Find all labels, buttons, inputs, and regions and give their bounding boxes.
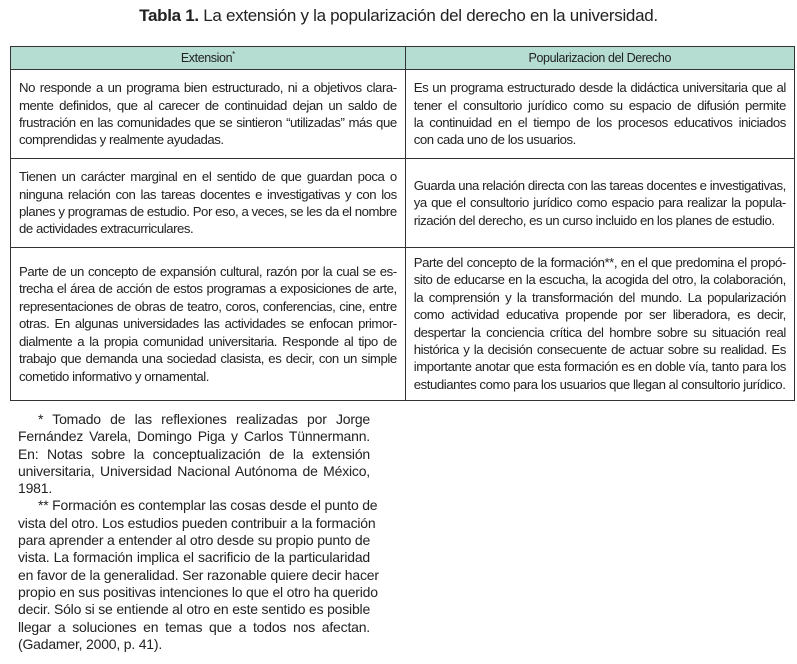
text-line: decir. Sólo si se entiende al otro en este sentido es posible	[18, 601, 371, 618]
footnote	[18, 497, 379, 653]
text-line: Fernández Varela, Domingo Piga y Carlos Tünnermann.	[18, 428, 370, 445]
text-line: vista del otro. Los estudios pueden contribuir a la formación	[18, 514, 376, 531]
text-line: trabajo que demanda una sociedad clasista, es decir, con un simple	[19, 351, 397, 367]
table-caption	[0, 6, 797, 26]
text-line: importante anotar que esta formación es en doble vía, tanto para los	[413, 359, 786, 375]
text-line: propio en sus positivas intenciones lo que el otro ha querido	[18, 583, 378, 600]
text-line: con cada uno de los usuarios.	[413, 132, 576, 148]
text-line: trecha el área de acción de estos programas a exposiciones de arte,	[19, 281, 397, 297]
text-line: la comprensión y la transformación del mundo. La popularización	[413, 289, 786, 305]
cell-extension	[11, 70, 406, 159]
text-line: ninguna relación con las tareas docentes e investigativas y con los	[19, 186, 397, 202]
header-extension-text: Extension	[180, 51, 233, 66]
cell-popularizacion	[405, 70, 794, 159]
footnote-mark: *	[232, 50, 235, 60]
text-line: representaciones de obras de teatro, coros, conferencias, cine, entre	[19, 298, 397, 314]
text-line: en favor de la generalidad. Ser razonable quiere decir hacer	[18, 566, 379, 583]
table-row	[11, 248, 795, 401]
cell-extension	[11, 248, 406, 401]
text-line: ** Formación es contemplar las cosas desde el punto de	[38, 497, 378, 514]
text-line: Tienen un carácter marginal en el sentido de que guardan poca o	[19, 169, 397, 185]
table-row	[11, 159, 795, 248]
text-line: despertar la conciencia crítica del hombre sobre su situación real	[413, 324, 786, 340]
text-line: llegar a soluciones en temas que a todos nos afectan.	[18, 618, 370, 635]
footnote	[18, 411, 370, 497]
text-line: comprendidas y realmente ayudadas.	[19, 132, 224, 148]
text-line: (Gadamer, 2000, p. 41).	[18, 635, 163, 652]
cell-extension	[11, 159, 406, 248]
text-line: En: Notas sobre la conceptualización de la extensión	[18, 445, 370, 462]
text-line: planes y programas de estudio. Por eso, a veces, se les da el nombre	[19, 204, 397, 219]
text-line: mente definidos, que al carecer de continuidad dejan un saldo de	[19, 97, 397, 113]
text-line: * Tomado de las reflexiones realizadas por Jorge	[38, 411, 370, 427]
header-popularizacion	[405, 47, 794, 70]
text-line: como actividad educativa propende por ser liberadora, es decir,	[413, 307, 786, 323]
text-line: ya que el consultorio jurídico como espacio para realizar la popula-	[413, 195, 786, 211]
text-line: dialmente a la propia comunidad universitaria. Responde al tipo de	[19, 333, 397, 349]
text-line: 1981.	[18, 480, 53, 497]
comparison-table	[10, 46, 795, 401]
header-extension	[11, 47, 406, 70]
text-line: Es un programa estructurado desde la didáctica universitaria que al	[413, 80, 786, 96]
cell-popularizacion	[405, 159, 794, 248]
text-line: universitaria, Universidad Nacional Autónoma de México,	[18, 462, 370, 479]
text-line: rización del derecho, es un curso incluido en los planes de estudio.	[413, 212, 775, 228]
text-line: de actividades extracurriculares.	[19, 221, 194, 237]
text-line: tener el consultorio jurídico como su espacio de difusión permite	[413, 97, 786, 113]
table-row	[11, 70, 795, 159]
text-line: vista. La formación implica el sacrificio de la particularidad	[18, 549, 370, 566]
text-line: sito de educarse en la escucha, la acogida del otro, la colaboración,	[413, 272, 786, 288]
table-header-row	[11, 47, 795, 70]
text-line: otras. En algunas universidades las actividades se enfocan primor-	[19, 316, 397, 332]
text-line: Parte de un concepto de expansión cultural, razón por la cual se es-	[19, 264, 397, 280]
cell-popularizacion	[405, 248, 794, 401]
text-line: No responde a un programa bien estructurado, ni a objetivos clara-	[19, 80, 397, 96]
footnotes	[18, 411, 379, 653]
text-line: cometido informativo y ornamental.	[19, 368, 209, 384]
text-line: estudiantes como para los usuarios que llegan al consultorio jurídico.	[413, 376, 786, 392]
text-line: histórica y la decisión consecuente de actuar sobre su realidad. Es	[413, 342, 786, 358]
text-line: Parte del concepto de la formación**, en el que predomina el propó-	[413, 255, 786, 270]
text-line: la continuidad en el tiempo de los procesos educativos iniciados	[413, 115, 786, 130]
text-line: frustración en las comunidades que se sintieron “utilizadas” más que	[19, 115, 397, 130]
caption-text: La extensión y la popularización del derecho en la universidad.	[198, 6, 658, 25]
caption-label: Tabla 1.	[139, 6, 199, 25]
text-line: para aprender a entender al otro desde su propio punto de	[18, 532, 371, 549]
text-line: Guarda una relación directa con las tareas docentes e investigativas,	[413, 177, 786, 193]
header-popularizacion-text: Popularizacion del Derecho	[528, 51, 672, 65]
